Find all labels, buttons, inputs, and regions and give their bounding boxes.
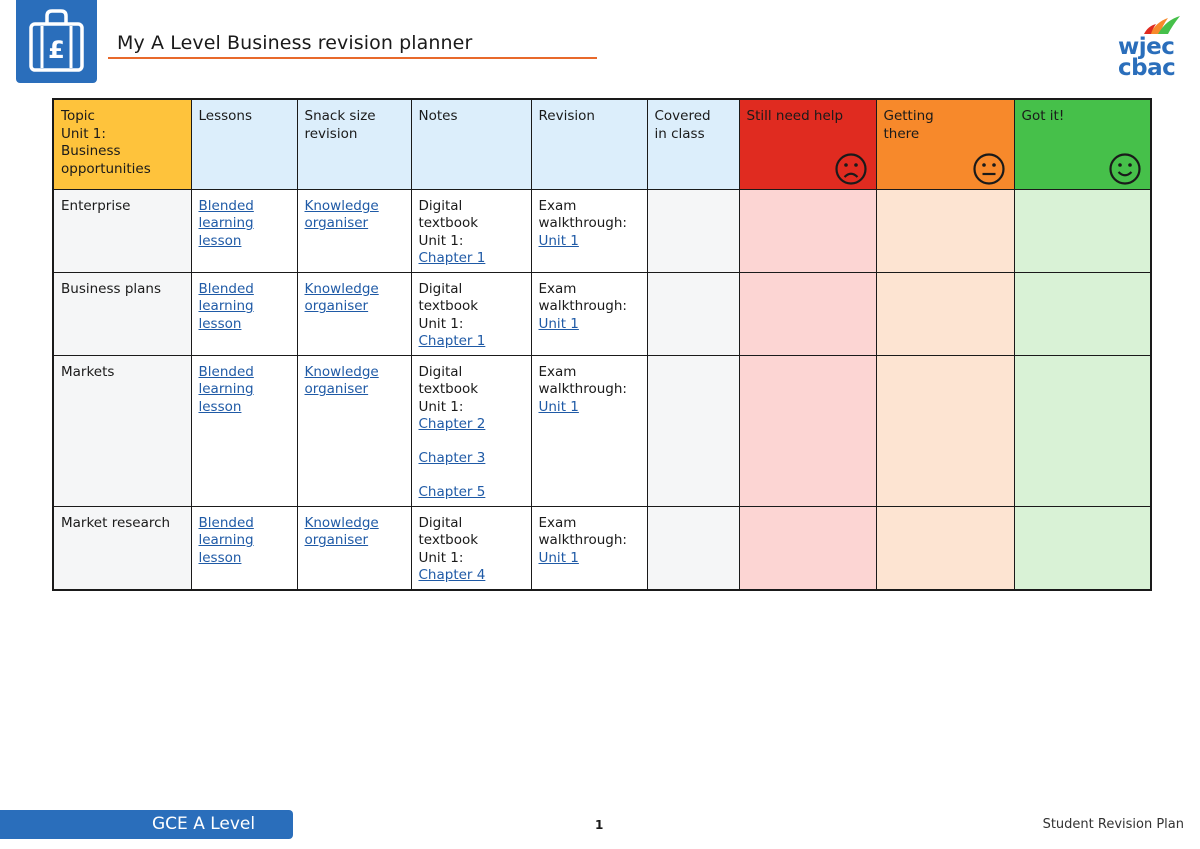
column-header-revision: Revision: [531, 99, 647, 189]
revision-cell: Exam walkthrough: Unit 1: [531, 355, 647, 506]
covered-in-class-cell[interactable]: [647, 272, 739, 355]
topic-cell: Markets: [53, 355, 191, 506]
knowledge-organiser-link[interactable]: Knowledge organiser: [304, 514, 379, 548]
neutral-face-icon: [972, 152, 1006, 186]
getting-there-cell[interactable]: [876, 506, 1014, 590]
lessons-cell: [191, 506, 297, 590]
sad-face-icon: [834, 152, 868, 186]
got-it-cell[interactable]: [1014, 189, 1151, 272]
knowledge-organiser-link[interactable]: Knowledge organiser: [304, 197, 379, 231]
wjec-cbac-logo: [1118, 12, 1184, 80]
getting-there-cell[interactable]: [876, 272, 1014, 355]
revision-cell: Exam walkthrough: Unit 1: [531, 189, 647, 272]
knowledge-organiser-link[interactable]: Knowledge organiser: [304, 363, 379, 397]
still-need-help-cell[interactable]: [739, 189, 876, 272]
lessons-cell: [191, 189, 297, 272]
column-header-lessons: Lessons: [191, 99, 297, 189]
column-header-still-need-help: Still need help: [739, 99, 876, 189]
still-need-help-cell[interactable]: [739, 506, 876, 590]
lessons-cell: [191, 272, 297, 355]
exam-walkthrough-link[interactable]: Unit 1: [538, 232, 579, 249]
chapter-link[interactable]: Chapter 1: [418, 333, 486, 349]
got-it-cell[interactable]: [1014, 506, 1151, 590]
notes-cell: Digital textbook Unit 1: Chapter 1: [411, 189, 531, 272]
happy-face-icon: [1108, 152, 1142, 186]
blended-learning-lesson-link[interactable]: Blended learning lesson: [198, 363, 254, 415]
exam-walkthrough-link[interactable]: Unit 1: [538, 398, 579, 415]
covered-in-class-cell[interactable]: [647, 355, 739, 506]
blended-learning-lesson-link[interactable]: Blended learning lesson: [198, 280, 254, 332]
column-header-snack-size-revision: Snack size revision: [297, 99, 411, 189]
footer-level-label: GCE A Level: [152, 814, 256, 834]
snack-cell: [297, 506, 411, 590]
pound-bag-logo: [16, 0, 97, 83]
notes-cell: Digital textbook Unit 1: Chapter 1: [411, 272, 531, 355]
snack-cell: [297, 272, 411, 355]
still-need-help-cell[interactable]: [739, 272, 876, 355]
getting-there-cell[interactable]: [876, 355, 1014, 506]
table-row: [53, 506, 1151, 590]
notes-cell: Digital textbook Unit 1: Chapter 4: [411, 506, 531, 590]
svg-text:£: £: [48, 36, 65, 64]
brand-wjec: wjec: [1118, 34, 1175, 60]
snack-cell: [297, 355, 411, 506]
footer-level-banner: [0, 810, 293, 839]
topic-cell: Enterprise: [53, 189, 191, 272]
table-row: [53, 272, 1151, 355]
chapter-link[interactable]: Chapter 2: [418, 416, 486, 432]
notes-cell: Digital textbook Unit 1: Chapter 2 Chapter 3 Chapter 5: [411, 355, 531, 506]
still-need-help-cell[interactable]: [739, 355, 876, 506]
covered-in-class-cell[interactable]: [647, 506, 739, 590]
chapter-link[interactable]: Chapter 5: [418, 484, 486, 500]
blended-learning-lesson-link[interactable]: Blended learning lesson: [198, 514, 254, 566]
revision-planner-table: [52, 98, 1152, 591]
topic-cell: Market research: [53, 506, 191, 590]
blended-learning-lesson-link[interactable]: Blended learning lesson: [198, 197, 254, 249]
column-header-notes: Notes: [411, 99, 531, 189]
lessons-cell: [191, 355, 297, 506]
page-number: 1: [595, 818, 604, 832]
covered-in-class-cell[interactable]: [647, 189, 739, 272]
knowledge-organiser-link[interactable]: Knowledge organiser: [304, 280, 379, 314]
revision-cell: Exam walkthrough: Unit 1: [531, 272, 647, 355]
column-header-covered-in-class: Covered in class: [647, 99, 739, 189]
got-it-cell[interactable]: [1014, 355, 1151, 506]
getting-there-cell[interactable]: [876, 189, 1014, 272]
table-row: [53, 189, 1151, 272]
page-title: My A Level Business revision planner: [117, 32, 473, 54]
table-row: [53, 355, 1151, 506]
pound-bag-icon: [16, 0, 97, 83]
got-it-cell[interactable]: [1014, 272, 1151, 355]
header-row: [53, 99, 1151, 189]
footer-document-name: Student Revision Plan: [1042, 817, 1184, 832]
exam-walkthrough-link[interactable]: Unit 1: [538, 549, 579, 566]
chapter-link[interactable]: Chapter 3: [418, 450, 486, 466]
exam-walkthrough-link[interactable]: Unit 1: [538, 315, 579, 332]
brand-cbac: cbac: [1118, 55, 1176, 81]
snack-cell: [297, 189, 411, 272]
revision-cell: Exam walkthrough: Unit 1: [531, 506, 647, 590]
topic-cell: Business plans: [53, 272, 191, 355]
chapter-link[interactable]: Chapter 1: [418, 250, 486, 266]
column-header-getting-there: Getting there: [876, 99, 1014, 189]
column-header-got-it: Got it!: [1014, 99, 1151, 189]
column-header-topic: Topic Unit 1: Business opportunities: [53, 99, 191, 189]
chapter-link[interactable]: Chapter 4: [418, 567, 486, 583]
title-underline: [108, 57, 597, 59]
